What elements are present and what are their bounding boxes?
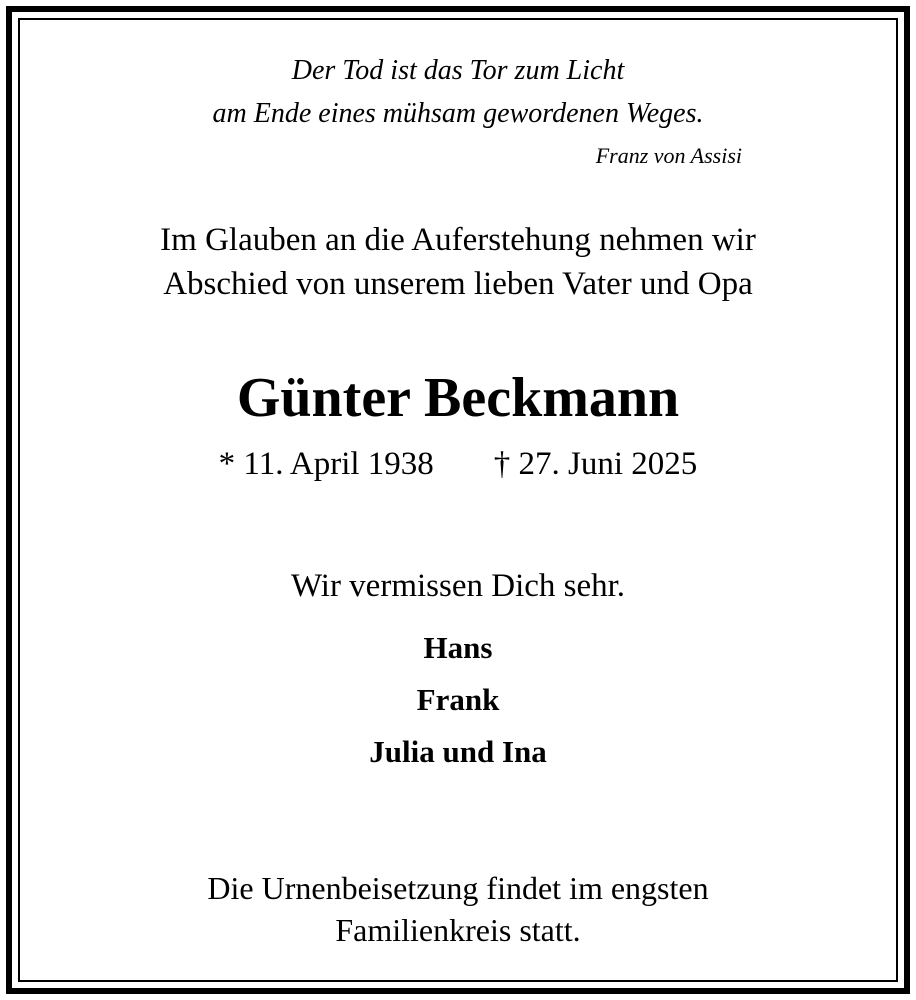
inner-border (18, 18, 898, 982)
quote-line-2: am Ende eines mühsam gewordenen Weges. (212, 98, 704, 129)
farewell-message: Wir vermissen Dich sehr. (290, 568, 626, 604)
death-date: † 27. Juni 2025 (493, 446, 698, 482)
intro-line-2: Abschied von unserem lieben Vater und Opa (163, 266, 753, 302)
notice-line-1: Die Urnenbeisetzung findet im engsten (207, 870, 709, 906)
notice-line-2: Familienkreis statt. (335, 912, 581, 948)
mourner-name: Hans (423, 630, 493, 665)
quote-line-1: Der Tod ist das Tor zum Licht (291, 55, 625, 86)
mourner-name: Julia und Ina (369, 734, 547, 769)
deceased-name: Günter Beckmann (236, 367, 680, 429)
mourner-name: Frank (416, 682, 500, 717)
quote-author: Franz von Assisi (595, 143, 742, 168)
intro-line-1: Im Glauben an die Auferstehung nehmen wir (160, 222, 756, 258)
life-dates (0, 446, 916, 483)
birth-date: * 11. April 1938 (218, 446, 434, 482)
